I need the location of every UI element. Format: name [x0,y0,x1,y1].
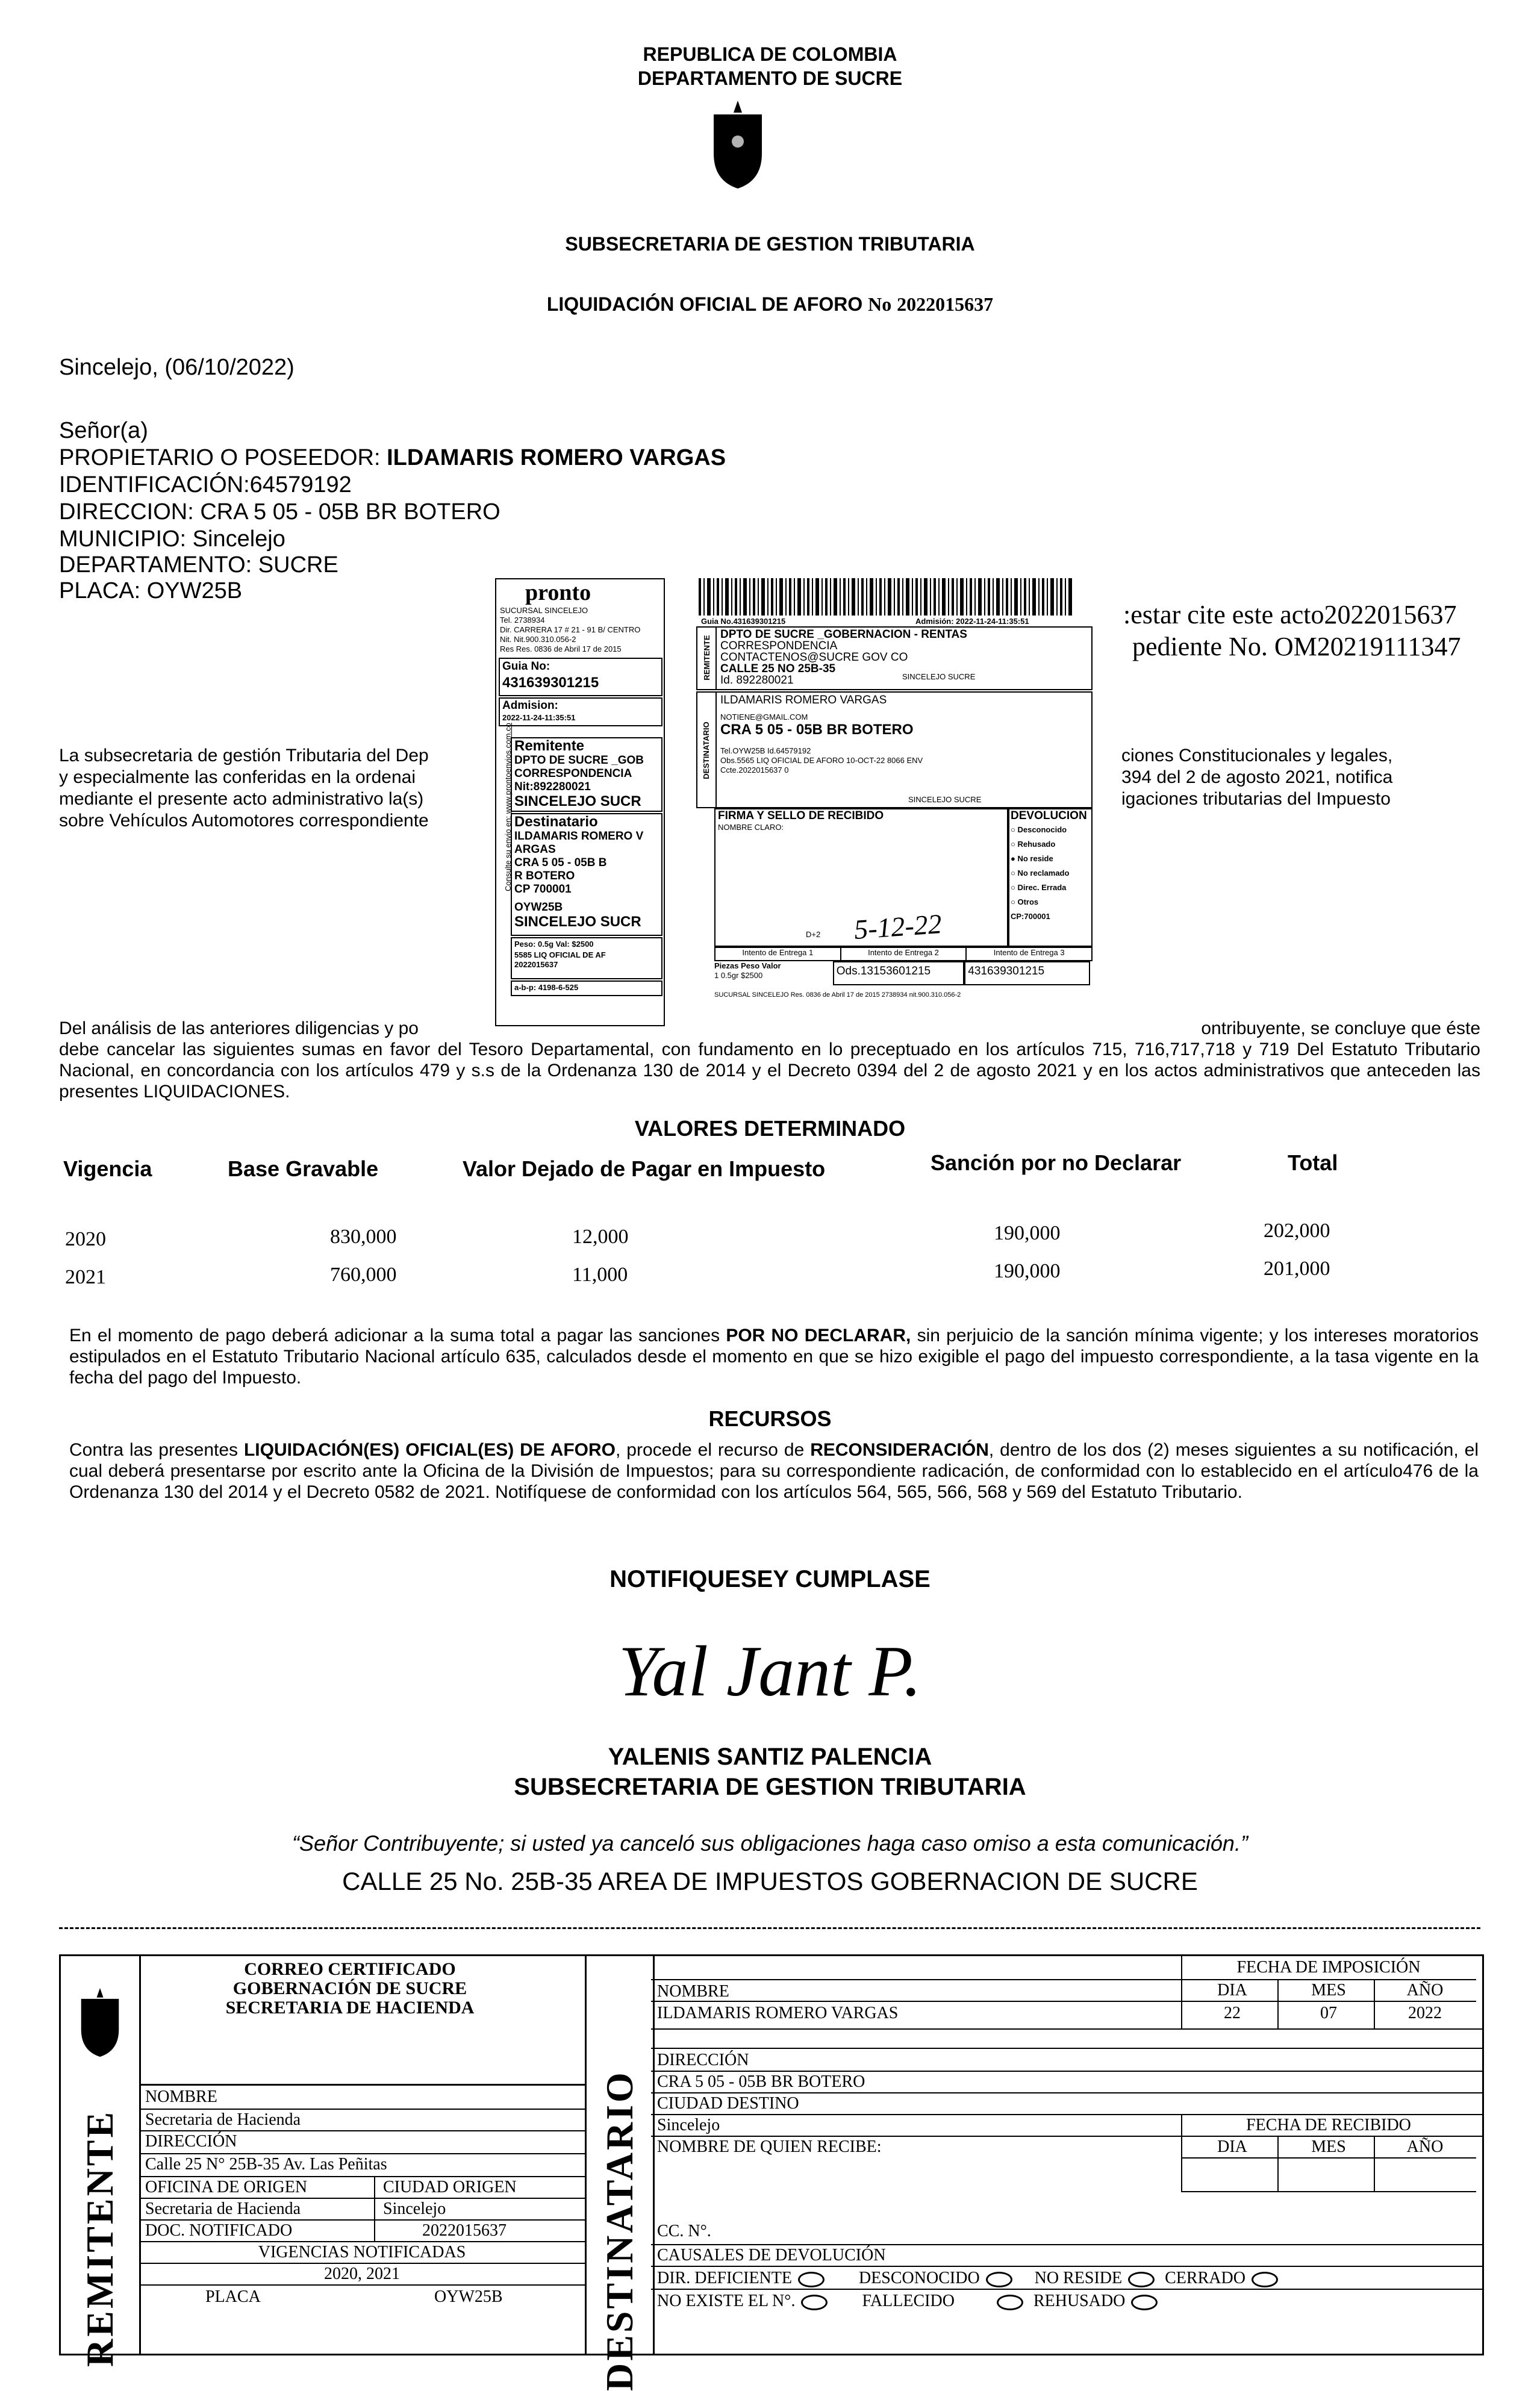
signer-title: SUBSECRETARIA DE GESTION TRIBUTARIA [514,1774,1026,1800]
courier-info-line: Nit. Nit.900.310.056-2 [500,635,576,644]
d-ciudad-label: CIUDAD DESTINO [657,2094,799,2113]
cell-valor: 12,000 [572,1226,629,1248]
divider [651,1979,1181,1980]
col-base: Base Gravable [228,1156,379,1181]
placa-label: PLACA [205,2287,261,2306]
big-dest-3: CRA 5 05 - 05B BR BOTERO [720,722,914,738]
courier-info-line: Dir. CARRERA 17 # 21 - 91 B/ CENTRO [500,625,641,634]
courier-remitente-1: DPTO DE SUCRE _GOB [514,754,644,767]
destinatario-vertical: DESTINATARIO [598,2070,641,2391]
cell-sancion: 190,000 [994,1260,1061,1282]
signature-handwriting: Yal Jant P. [618,1631,922,1711]
owner-label: PROPIETARIO O POSEEDOR: [59,445,381,470]
remitente-table [139,2084,585,2355]
courier-admision-box [499,697,662,726]
nombre-claro: NOMBRE CLARO: [718,823,784,832]
d-dir-value: CRA 5 05 - 05B BR BOTERO [657,2072,865,2091]
cell-vigencia: 2021 [65,1266,106,1288]
courier-dest-5: CP 700001 [514,883,572,896]
causal-desconocido: DESCONOCIDO [858,2269,980,2287]
analysis-rest: debe cancelar las siguientes sumas en favor del Tesoro Departamental, con fundamento en lo preceptuado en los artículos 715, 716,717,718 y 719 Del Estatuto Tributario Nacional, en concordancia con los artículos 479 y s.s de la Ordenanza 130 de 2014 y el Decreto 0394 del 2 de agosto 2021 y en los actos administrativos que anteceden las presentes LIQUIDACIONES. [59,1040,1480,1102]
devolucion-option-label: No reclamado [1017,868,1070,878]
checkbox-circle[interactable] [801,2295,828,2310]
recursos-text-1: Contra las presentes [69,1440,244,1460]
recursos-text-2: , procede el recurso de [616,1440,811,1460]
recursos-heading: RECURSOS [708,1406,832,1431]
causal-fallecido: FALLECIDO [862,2292,955,2310]
divider [374,2176,375,2242]
causales-row-2 [657,2291,1164,2312]
devolucion-option-label: Otros [1017,897,1039,906]
destinatario-table [651,1956,1482,2354]
big-dest-1: ILDAMARIS ROMERO VARGAS [720,694,887,706]
owner-line [59,444,726,472]
mes-value: 07 [1320,2004,1337,2022]
vigencias-label: VIGENCIAS NOTIFICADAS [258,2243,466,2262]
footer-address: CALLE 25 No. 25B-35 AREA DE IMPUESTOS GOBERNACION DE SUCRE [342,1867,1198,1895]
payment-note-bold: POR NO DECLARAR, [726,1326,911,1345]
anio-value: 2022 [1408,2004,1442,2022]
doc-value: 2022015637 [422,2221,507,2240]
rec-mes-label: MES [1311,2137,1346,2156]
courier-info-line: SUCURSAL SINCELEJO [500,606,588,615]
intentos-row [714,947,1093,961]
big-admision: Admisión: 2022-11-24-11:35:51 [915,617,1029,626]
intro-left [59,745,493,832]
nombre-value: Secretaria de Hacienda [145,2110,301,2129]
piezas-row [714,961,1090,985]
courier-dest-7: SINCELEJO SUCR [514,914,641,930]
cite-note: :estar cite este acto2022015637 [1123,600,1457,629]
big-dest-city: SINCELEJO SUCRE [908,795,982,804]
d-dir-label: DIRECCIÓN [657,2051,749,2069]
direccion-label: DIRECCIÓN [145,2132,237,2151]
liquidation-title-text: LIQUIDACIÓN OFICIAL DE AFORO [546,293,863,315]
col-sancion: Sanción por no Declarar [931,1150,1182,1175]
cert-logo-column [61,1956,141,2367]
courier-remitente-3: Nit:892280021 [514,781,591,793]
anio-label: AÑO [1406,1981,1444,2000]
causales-row-1 [657,2268,1284,2289]
barcode-icon [699,578,1072,616]
devolucion-option[interactable]: ○ Rehusado [1011,840,1056,849]
payment-note [69,1325,1479,1388]
payment-note-text: En el momento de pago deberá adicionar a la suma total a pagar las sanciones [69,1326,726,1345]
courier-dest-4: R BOTERO [514,870,575,882]
destinatario-column [585,1956,655,2391]
liquidation-title [0,292,1540,316]
intento-1: Intento de Entrega 1 [715,948,841,960]
big-dest-lines [720,694,923,775]
col-valor: Valor Dejado de Pagar en Impuesto [463,1156,826,1181]
big-remitente-box [696,626,1093,690]
divider [1181,2114,1182,2192]
cell-base: 830,000 [330,1226,397,1248]
checkbox-circle[interactable] [1128,2272,1155,2287]
d2-label: D+2 [806,930,821,939]
d-ciudad-value: Sincelejo [657,2116,720,2134]
table-row [0,1220,1540,1250]
devolucion-option-label: Direc. Errada [1017,883,1067,892]
divider [1181,2001,1476,2002]
doc-label: DOC. NOTIFICADO [145,2221,293,2240]
valores-heading: VALORES DETERMINADO [634,1116,906,1141]
big-dest-2: NOTIENE@GMAIL.COM [720,712,808,722]
courier-remitente-4: SINCELEJO SUCR [514,793,641,809]
big-remitente-4: CALLE 25 NO 25B-35 [720,662,836,675]
causal-dir-deficiente: DIR. DEFICIENTE [657,2269,792,2287]
piezas-values: 1 0.5gr $2500 [714,971,763,980]
divider [651,2289,1482,2290]
causal-no-existe: NO EXISTE EL N°. [657,2292,796,2310]
cert-header-1: CORREO CERTIFICADO [244,1959,456,1979]
big-destinatario-side: DESTINATARIO [702,722,711,779]
cell-total: 202,000 [1264,1220,1330,1242]
placa-value: OYW25B [434,2287,503,2306]
municipio-line: MUNICIPIO: Sincelejo [59,526,285,552]
coat-of-arms-small-logo [74,1986,126,2059]
courier-code: a-b-p: 4198-6-525 [514,983,579,992]
courier-guia: 431639301215 [502,675,599,691]
departamento-line: DEPARTAMENTO: SUCRE [59,552,338,578]
courier-remitente-2: CORRESPONDENCIA [514,767,632,780]
oficina-label: OFICINA DE ORIGEN [145,2178,308,2196]
intento-2: Intento de Entrega 2 [841,948,967,960]
footer-note: “Señor Contribuyente; si usted ya canceló sus obligaciones haga caso omiso a esta comunicación.” [292,1831,1248,1856]
divider [1277,1979,1279,2028]
causal-rehusado: REHUSADO [1033,2292,1126,2310]
cell-sancion: 190,000 [994,1222,1061,1244]
fecha-imposicion-label: FECHA DE IMPOSICIÓN [1236,1958,1421,1977]
oficina-value: Secretaria de Hacienda [145,2199,301,2218]
col-vigencia: Vigencia [63,1156,152,1181]
checkbox-circle[interactable] [1131,2295,1158,2310]
divider [1181,2157,1476,2159]
courier-guia-box [499,658,662,696]
intro-left-line-4: sobre Vehículos Automotores correspondiente [59,811,429,831]
devolucion-box [1008,808,1093,947]
devolucion-option-label: Rehusado [1017,840,1056,849]
courier-dest-3: CRA 5 05 - 05B B [514,856,607,869]
d-nombre-value: ILDAMARIS ROMERO VARGAS [657,2004,899,2022]
cell-vigencia: 2020 [65,1228,106,1250]
big-guia: Guia No.431639301215 [701,617,786,626]
nombre-label: NOMBRE [145,2087,217,2106]
sucursal-bottom: SUCURSAL SINCELEJO Res. 0836 de Abril 17 de 2015 2738934 nit.900.310.056-2 [714,991,961,999]
intro-right-line-1: ciones Constitucionales y legales, [1121,746,1393,765]
courier-small-label [495,578,665,1026]
guia-bottom-cell: 431639301215 [964,961,1090,985]
placa-line: PLACA: OYW25B [59,578,243,603]
fecha-recibido-label: FECHA DE RECIBIDO [1246,2116,1411,2134]
divider [139,2284,585,2286]
cert-header-2: GOBERNACIÓN DE SUCRE [232,1978,467,1998]
recursos-text-3: , dentro de los dos (2) meses siguientes a su notificación, el cual deberá presentarse por escrito ante la Oficina de la División de Impuestos; para su correspondiente radicación, de conformidad con lo establecido en el artículo476 de la Ordenanza 130 del 2014 y el Decreto 0582 de 2021. Notifíquese de conformidad con los artículos 564, 565, 566, 568 y 569 del Estatuto Tributario. [69,1440,1479,1502]
payment-note-text-2: sin perjuicio de la sanción mínima vigente; y los intereses moratorios estipulados en el Estatuto Tributario Nacional artículo 635, calculados desde el momento en que se hizo exigible el pago del impuesto correspondiente, a la tasa vigente en la fecha del pago del Impuesto. [69,1326,1479,1388]
checkbox-circle[interactable] [997,2295,1023,2310]
cell-base: 760,000 [330,1264,397,1286]
devolucion-label: DEVOLUCION [1011,809,1087,822]
intro-left-line-3: mediante el presente acto administrativo la(s) [59,789,424,809]
valores-header-row [0,1150,1540,1180]
office-heading: SUBSECRETARIA DE GESTION TRIBUTARIA [565,233,975,255]
divider [715,693,717,807]
courier-dest-1: ILDAMARIS ROMERO V [514,830,644,843]
divider [1181,2191,1476,2192]
causal-no-reside: NO RESIDE [1034,2269,1123,2287]
intro-right-line-2: 394 del 2 de agosto 2021, notifica [1121,767,1393,787]
courier-remitente-box [511,737,662,812]
divider [651,2266,1482,2267]
courier-remitente-label: Remitente [514,738,585,754]
intro-right-line-3: igaciones tributarias del Impuesto [1121,789,1391,809]
recursos-bold-2: RECONSIDERACIÓN [810,1440,989,1460]
table-row [0,1258,1540,1288]
cell-total: 201,000 [1264,1258,1330,1280]
id-line: IDENTIFICACIÓN:64579192 [59,472,352,497]
courier-side-text: Consulte su envio en: www.prontoenvios.com.co [503,723,513,891]
courier-guia-label: Guia No: [502,660,550,673]
courier-dest-6: OYW25B [514,901,563,914]
divider [651,2001,1181,2002]
piezas-cell [714,961,833,985]
intro-left-line-2: y especialmente las conferidas en la ordenai [59,767,416,787]
coat-of-arms-logo [705,99,771,190]
handwritten-date: 5-12-22 [853,908,943,946]
devolucion-option-label: No reside [1017,854,1053,863]
analysis-right: ontribuyente, se concluye que éste [1201,1018,1480,1038]
divider [1374,2136,1375,2192]
intro-right [1121,745,1483,810]
cert-header-3: SECRETARIA DE HACIENDA [225,1998,475,2018]
quien-recibe-label: NOMBRE DE QUIEN RECIBE: [657,2137,882,2156]
ciudad-label: CIUDAD ORIGEN [383,2178,517,2196]
firma-label: FIRMA Y SELLO DE RECIBIDO [718,809,884,822]
divider [715,628,717,689]
big-remitente-1: DPTO DE SUCRE _GOBERNACION - RENTAS [720,628,967,641]
checkbox-circle[interactable] [986,2272,1012,2287]
cell-valor: 11,000 [572,1264,628,1286]
courier-info-line: Tel. 2738934 [500,616,545,625]
big-remitente-5: Id. 892280021 [720,674,794,687]
d-nombre-label: NOMBRE [657,1982,729,2001]
courier-admision-label: Admision: [502,699,558,712]
owner-name: ILDAMARIS ROMERO VARGAS [387,445,726,470]
courier-destinatario-box [511,813,662,936]
courier-admision: 2022-11-24-11:35:51 [502,713,576,722]
cert-mail-form [59,1954,1484,2391]
analysis-left: Del análisis de las anteriores diligencias y po [59,1018,419,1038]
signer-name: YALENIS SANTIZ PALENCIA [608,1744,932,1770]
cc-label: CC. N°. [657,2222,711,2240]
devolucion-option[interactable]: ● No reside [1011,854,1053,863]
direccion-value: Calle 25 N° 25B-35 Av. Las Peñitas [145,2155,387,2174]
courier-code-box [511,980,662,996]
analysis-paragraph [59,1018,1480,1102]
piezas-label: Piezas Peso Valor [714,961,781,970]
causal-cerrado: CERRADO [1165,2269,1245,2287]
big-dest-6: Ccte.2022015637 0 [720,765,789,775]
devolucion-option[interactable]: ○ Direc. Errada [1011,883,1067,892]
liquidation-number: 2022015637 [897,293,994,315]
courier-peso: Peso: 0.5g Val: $2500 [514,940,594,949]
big-remitente-city: SINCELEJO SUCRE [902,672,976,681]
divider [1374,1979,1375,2028]
divider [651,2048,1482,2049]
salutation: Señor(a) [59,418,148,443]
department-heading: DEPARTAMENTO DE SUCRE [637,67,903,89]
devolucion-option[interactable]: ○ Otros [1011,897,1039,906]
mes-label: MES [1311,1981,1346,2000]
devolucion-option[interactable]: ○ No reclamado [1011,868,1070,878]
rec-anio-label: AÑO [1406,2137,1444,2156]
checkbox-circle[interactable] [1252,2272,1278,2287]
courier-big-label [687,578,1096,1024]
recursos-paragraph [69,1439,1479,1503]
courier-brand: pronto [525,580,591,605]
divider [1277,2136,1279,2192]
rec-dia-label: DIA [1217,2137,1247,2156]
firma-box [714,808,1008,947]
intento-3: Intento de Entrega 3 [993,948,1065,957]
dia-label: DIA [1217,1981,1247,2000]
courier-liq2: 2022015637 [514,960,558,969]
big-dest-5: Obs.5565 LIQ OFICIAL DE AFORO 10-OCT-22 8066 ENV [720,756,923,765]
devolucion-option-label: Desconocido [1017,825,1067,834]
expediente-note: pediente No. OM20219111347 [1132,632,1461,661]
ciudad-value: Sincelejo [383,2199,446,2218]
big-remitente-3: CONTACTENOS@SUCRE GOV CO [720,651,908,664]
courier-info-line: Res Res. 0836 de Abril 17 de 2015 [500,644,622,653]
analysis-first-line [59,1018,1480,1039]
remitente-vertical: REMITENTE [78,2109,121,2367]
divider [651,2028,1482,2030]
courier-info [500,606,640,654]
col-total: Total [1288,1150,1338,1175]
cert-header [139,1960,561,2018]
cut-line [59,1927,1480,1929]
courier-liq: 5585 LIQ OFICIAL DE AF [514,950,606,959]
dia-value: 22 [1224,2004,1241,2022]
big-remitente-2: CORRESPONDENCIA [720,640,838,652]
vigencias-value: 2020, 2021 [324,2265,400,2283]
address-line: DIRECCION: CRA 5 05 - 05B BR BOTERO [59,499,500,525]
courier-destinatario-label: Destinatario [514,814,598,830]
big-destinatario-box [696,691,1093,808]
closing-text: NOTIFIQUESEY CUMPLASE [609,1566,931,1592]
courier-dest-2: ARGAS [514,843,556,856]
ods-cell: Ods.13153601215 [833,961,965,985]
big-dest-4: Tel.OYW25B Id.64579192 [720,746,811,755]
liquidation-number-label: No [868,293,892,315]
divider [1181,1956,1182,2028]
country-heading: REPUBLICA DE COLOMBIA [643,43,897,65]
recursos-bold-1: LIQUIDACIÓN(ES) OFICIAL(ES) DE AFORO [243,1440,616,1460]
devolucion-options [1009,823,1091,924]
checkbox-circle[interactable] [798,2272,825,2287]
big-remitente-side: REMITENTE [702,635,711,681]
devolucion-option[interactable]: ○ Desconocido [1011,825,1067,834]
courier-peso-box [511,937,662,979]
intro-left-line-1: La subsecretaria de gestión Tributaria del Dep [59,746,429,765]
place-date: Sincelejo, (06/10/2022) [59,355,295,380]
causales-label: CAUSALES DE DEVOLUCIÓN [657,2246,886,2265]
devolucion-cp: CP:700001 [1011,912,1050,921]
